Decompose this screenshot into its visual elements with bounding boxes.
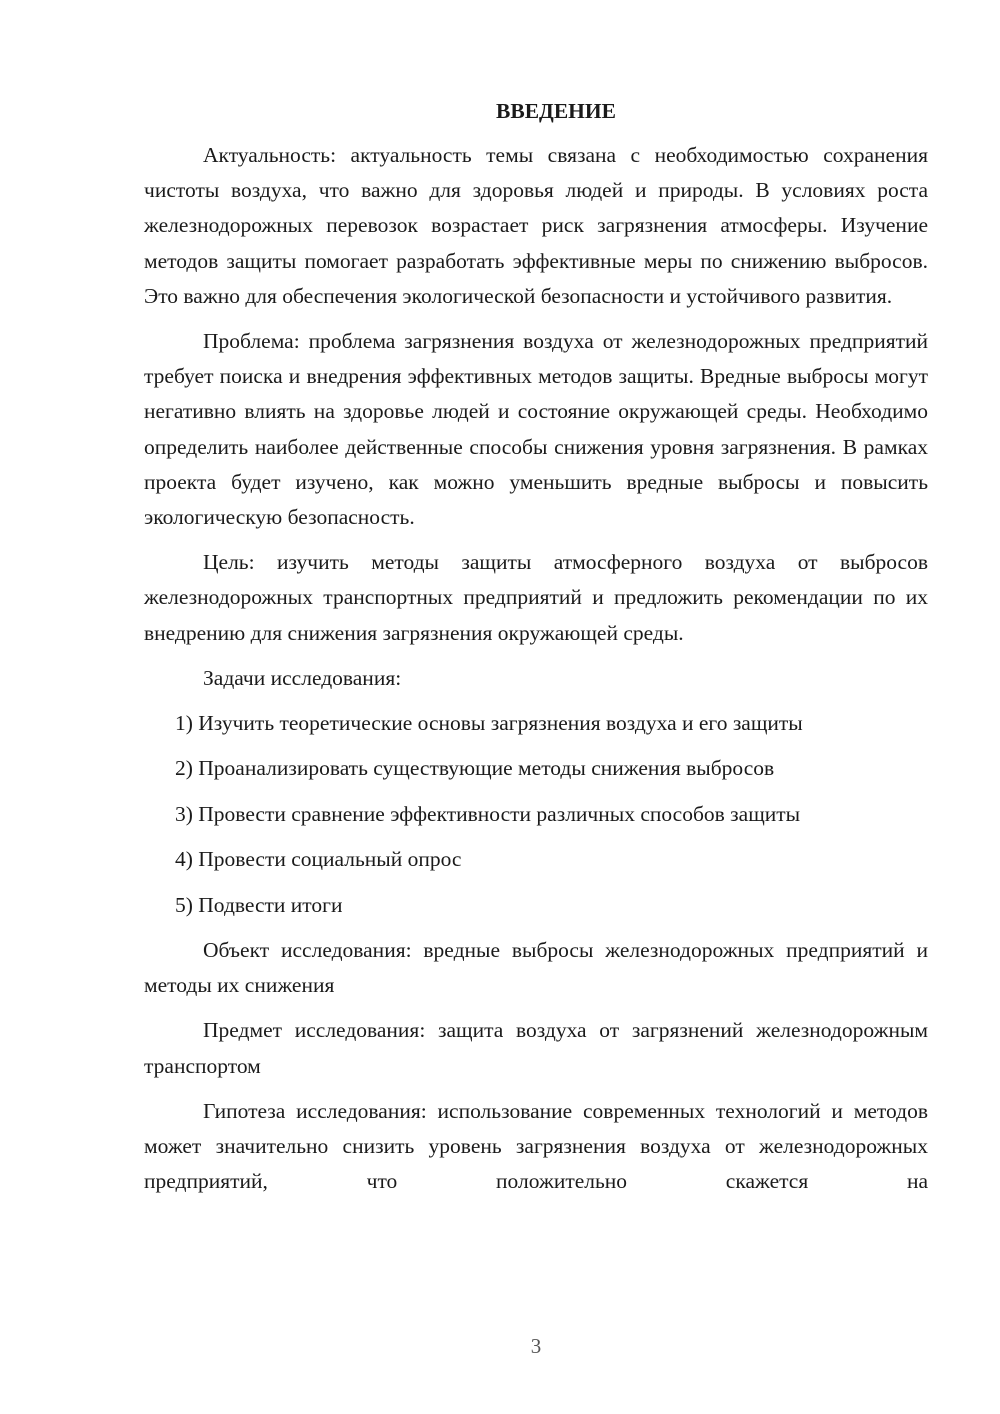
paragraph-object: Объект исследования: вредные выбросы железнодорожных предприятий и методы их снижения — [144, 938, 928, 998]
list-item: 2) Проанализировать существующие методы снижения выбросов — [175, 756, 775, 781]
list-item: 4) Провести социальный опрос — [175, 847, 462, 872]
paragraph-subject: Предмет исследования: защита воздуха от загрязнений железнодорожным транспортом — [144, 1018, 928, 1078]
list-item: 5) Подвести итоги — [175, 892, 343, 917]
list-item: 3) Провести сравнение эффективности различных способов защиты — [175, 801, 801, 826]
page-number: 3 — [530, 1334, 542, 1358]
page-title: ВВЕДЕНИЕ — [496, 99, 616, 123]
paragraph-relevance: Актуальность: актуальность темы связана с необходимостью сохранения чистоты воздуха, что важно для здоровья людей и природы. В условиях роста железнодорожных перевозок возрастает риск загрязнения атмосферы. Изучение методов защиты помогает разработать эффективные меры по снижению выбросов. Это важно для обеспечения экологической безопасности и устойчивого развития. — [144, 143, 928, 308]
list-item: 1) Изучить теоретические основы загрязнения воздуха и его защиты — [175, 711, 803, 736]
paragraph-hypothesis: Гипотеза исследования: использование современных технологий и методов может значительно снизить уровень загрязнения воздуха от железнодорожных предприятий, что положительно скажется на — [144, 1098, 928, 1194]
paragraph-problem: Проблема: проблема загрязнения воздуха от железнодорожных предприятий требует поиска и внедрения эффективных методов защиты. Вредные выбросы могут негативно влиять на здоровье людей и состояние окружающей среды. Необходимо определить наиболее действенные способы снижения уровня загрязнения. В рамках проекта будет изучено, как можно уменьшить вредные выбросы и повысить экологическую безопасность. — [144, 329, 928, 530]
document-page — [144, 92, 928, 1199]
tasks-heading: Задачи исследования: — [203, 665, 402, 690]
tasks-list — [144, 706, 928, 923]
paragraph-goal: Цель: изучить методы защиты атмосферного воздуха от выбросов железнодорожных транспортных предприятий и предложить рекомендации по их внедрению для снижения загрязнения окружающей среды. — [144, 550, 928, 645]
